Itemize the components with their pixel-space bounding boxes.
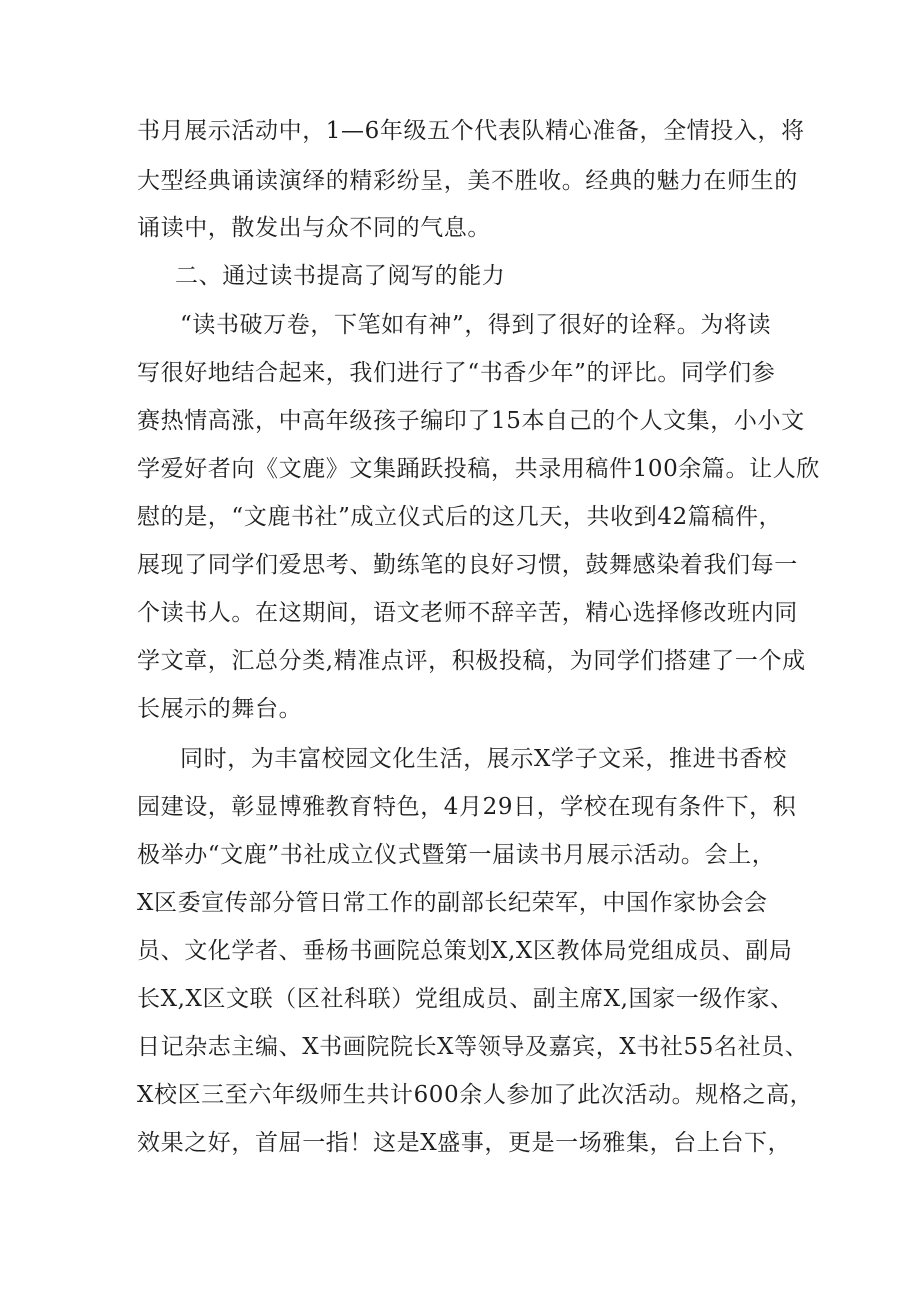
text-line: 日记杂志主编、X书画院院长X等领导及嘉宾，X书社55名社员、 (137, 1034, 809, 1060)
text-line: X区委宣传部分管日常工作的副部长纪荣军，中国作家协会会 (137, 890, 768, 916)
text-line: 诵读中，散发出与众不同的气息。 (137, 215, 491, 241)
text-line: 效果之好，首屈一指！这是X盛事，更是一场雅集，台上台下， (137, 1130, 792, 1156)
text-line: 园建设，彰显博雅教育特色，4月29日，学校在现有条件下，积 (137, 794, 797, 820)
text-line: 同时，为丰富校园文化生活，展示X学子文采，推进书香校 (180, 746, 787, 772)
section-heading: 二、通过读书提高了阅写的能力 (175, 263, 506, 289)
text-line: X校区三至六年级师生共计600余人参加了此次活动。规格之高， (137, 1082, 814, 1108)
text-line: 学爱好者向《文鹿》文集踊跃投稿，共录用稿件100余篇。让人欣 (137, 456, 820, 482)
text-line: 员、文化学者、垂杨书画院总策划X,X区教体局党组成员、副局 (137, 938, 793, 964)
text-line: “读书破万卷，下笔如有神”，得到了很好的诠释。为将读 (180, 312, 772, 338)
text-line: 大型经典诵读演绎的精彩纷呈，美不胜收。经典的魅力在师生的 (137, 168, 798, 194)
text-line: 极举办“文鹿”书社成立仪式暨第一届读书月展示活动。会上， (137, 842, 776, 868)
text-line: 赛热情高涨，中高年级孩子编印了15本自己的个人文集，小小文 (137, 408, 805, 434)
text-line: 展现了同学们爱思考、勤练笔的良好习惯，鼓舞感染着我们每一 (137, 552, 798, 578)
text-line: 长展示的舞台。 (137, 696, 303, 722)
text-line: 书月展示活动中，1—6年级五个代表队精心准备，全情投入，将 (137, 118, 805, 144)
text-line: 个读书人。在这期间，语文老师不辞辛苦，精心选择修改班内同 (137, 600, 798, 626)
text-line: 写很好地结合起来，我们进行了“书香少年”的评比。同学们参 (137, 360, 776, 386)
text-line: 慰的是，“文鹿书社”成立仪式后的这几天，共收到42篇稿件， (137, 504, 783, 530)
text-line: 学文章，汇总分类,精准点评，积极投稿，为同学们搭建了一个成 (137, 648, 806, 674)
text-line: 长X,X区文联（区社科联）党组成员、副主席X,国家一级作家、 (137, 986, 794, 1012)
